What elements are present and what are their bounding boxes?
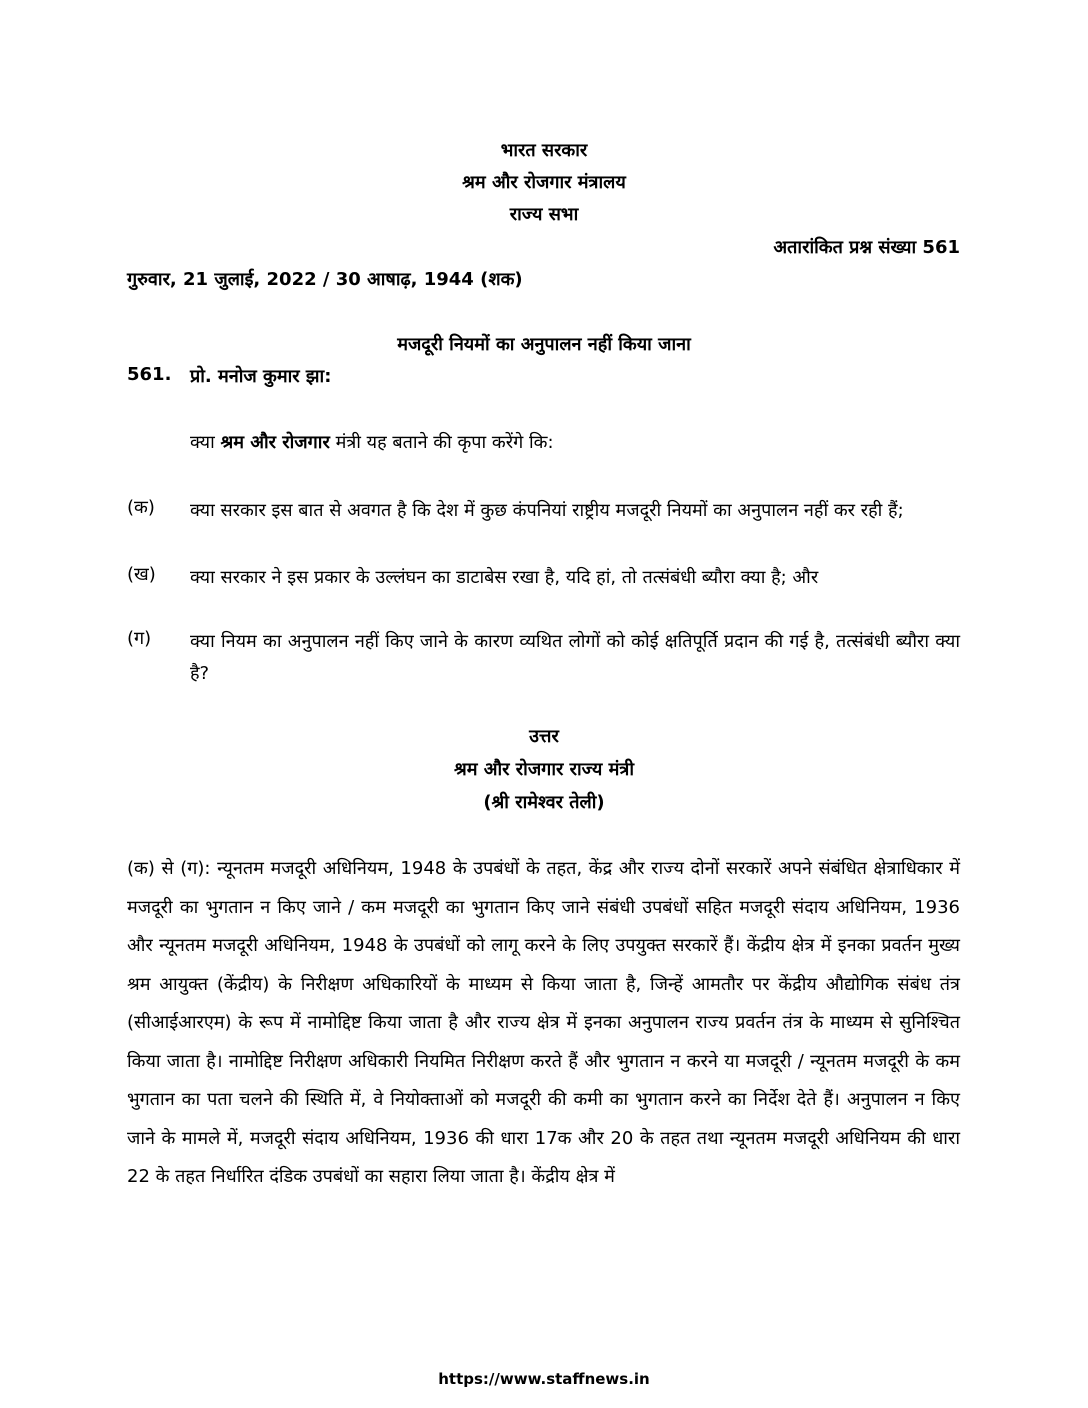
header-government: भारत सरकार [500,140,588,161]
question-text-kha: क्या सरकार ने इस प्रकार के उल्लंघन का डाटाबेस रखा है, यदि हां, तो तत्संबंधी ब्यौरा क्या है; और [190,567,819,588]
question-label-kha: (ख) [127,564,156,585]
question-subject: मजदूरी नियमों का अनुपालन नहीं किया जाना [397,334,691,355]
question-text-ga: क्या नियम का अनुपालन नहीं किए जाने के कारण व्यथित लोगों को कोई क्षतिपूर्ति प्रदान की गई है, तत्संबंधी ब्यौरा क्या है? [190,631,960,684]
question-text-ka: क्या सरकार इस बात से अवगत है कि देश में कुछ कंपनियां राष्ट्रीय मजदूरी नियमों का अनुपालन नहीं कर रही हैं; [190,500,904,521]
question-label-ga: (ग) [127,628,152,649]
question-date: गुरुवार, 21 जुलाई, 2022 / 30 आषाढ़, 1944 (शक) [127,269,523,290]
answer-paragraph: (क) से (ग): न्यूनतम मजदूरी अधिनियम, 1948 के उपबंधों के तहत, केंद्र और राज्य दोनों सरकारें अपने संबंधित क्षेत्राधिकार में मजदूरी का भुगतान न किए जाने / कम मजदूरी का भुगतान किए जाने संबंधी उपबंधों सहित मजदूरी संदाय अधिनियम, 1936 और न्यूनतम मजदूरी अधिनियम, 1948 के उपबंधों को लागू करने के लिए उपयुक्त सरकारें हैं। केंद्रीय क्षेत्र में इनका प्रवर्तन मुख्य श्रम आयुक्त (केंद्रीय) के निरीक्षण अधिकारियों के माध्यम से किया जाता है, जिन्हें आमतौर पर केंद्रीय औद्योगिक संबंध तंत्र (सीआईआरएम) के रूप में नामोद्दिष्ट किया जाता है और राज्य क्षेत्र में इनका अनुपालन राज्य प्रवर्तन तंत्र के माध्यम से सुनिश्चित किया जाता है। नामोद्दिष्ट निरीक्षण अधिकारी नियमित निरीक्षण करते हैं और भुगतान न करने या मजदूरी / न्यूनतम मजदूरी के कम भुगतान का पता चलने की स्थिति में, वे नियोक्ताओं को मजदूरी की कमी का भुगतान करने का निर्देश देते हैं। अनुपालन न किए जाने के मामले में, मजदूरी संदाय अधिनियम, 1936 की धारा 17क और 20 के तहत तथा न्यूनतम मजदूरी अधिनियम की धारा 22 के तहत निर्धारित दंडिक उपबंधों का सहारा लिया जाता है। केंद्रीय क्षेत्र में [127,858,960,1187]
header-ministry: श्रम और रोजगार मंत्रालय [462,172,626,193]
intro-suffix: मंत्री यह बताने की कृपा करेंगे कि: [335,432,554,453]
header-house: राज्य सभा [509,204,579,225]
answer-title: उत्तर [529,726,559,747]
question-intro [190,430,554,454]
footer-url: https://www.staffnews.in [438,1370,650,1388]
answer-minister: श्रम और रोजगार राज्य मंत्री [453,759,634,780]
question-number: अतारांकित प्रश्न संख्या 561 [773,237,960,258]
question-label-ka: (क) [127,497,155,518]
intro-prefix: क्या [190,432,215,453]
question-serial: 561. [127,364,172,385]
intro-minister: श्रम और रोजगार [220,432,330,453]
questioner-name: प्रो. मनोज कुमार झा: [190,366,332,387]
answer-minister-name: (श्री रामेश्वर तेली) [483,792,605,813]
